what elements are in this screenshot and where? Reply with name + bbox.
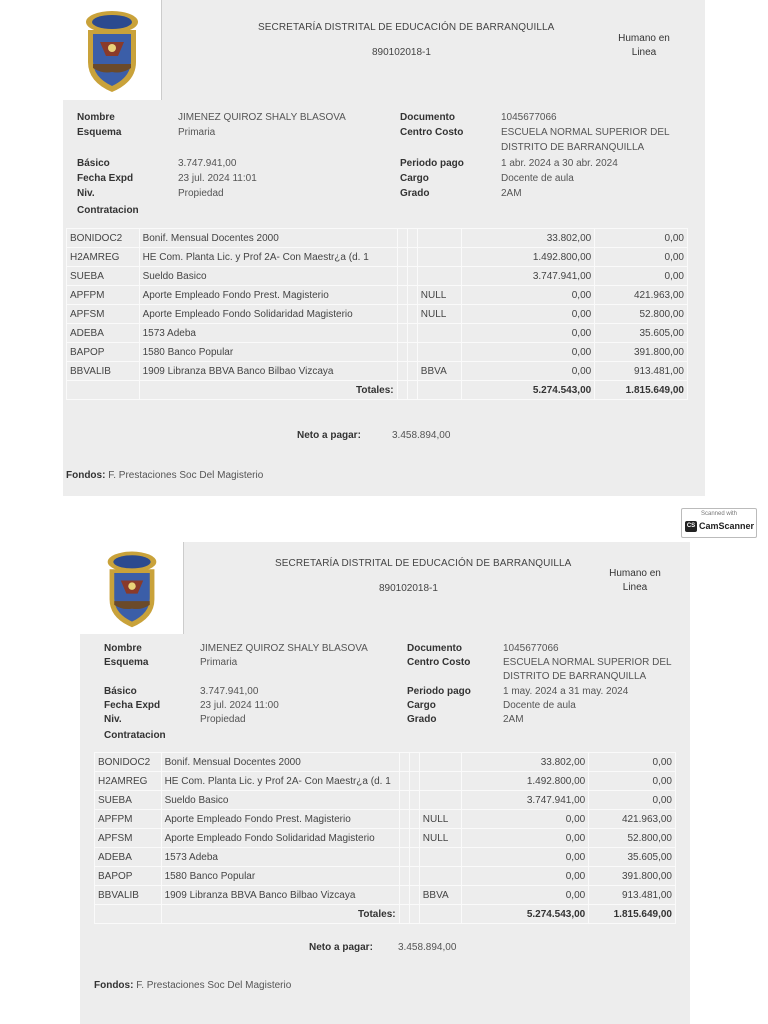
label-niv: Niv. bbox=[77, 188, 95, 199]
fund-line bbox=[94, 980, 291, 991]
net-pay-label: Neto a pagar: bbox=[297, 430, 361, 441]
camscanner-logo-icon: CS bbox=[685, 521, 697, 532]
scanner-caption: Scanned with bbox=[700, 511, 738, 517]
spacer-cell bbox=[407, 343, 417, 362]
concept-description: Sueldo Basico bbox=[161, 791, 399, 810]
value-grado: 2AM bbox=[501, 188, 522, 199]
value-basico: 3.747.941,00 bbox=[200, 686, 259, 697]
deducted-amount: 0,00 bbox=[589, 753, 676, 772]
earned-amount: 0,00 bbox=[462, 886, 589, 905]
value-esquema: Primaria bbox=[178, 127, 216, 138]
deducted-amount: 0,00 bbox=[589, 791, 676, 810]
concept-description: Aporte Empleado Fondo Solidaridad Magisterio bbox=[139, 305, 397, 324]
concept-reference: NULL bbox=[417, 305, 461, 324]
concept-code: H2AMREG bbox=[67, 248, 140, 267]
empty-cell bbox=[417, 381, 461, 400]
table-row bbox=[67, 343, 688, 362]
spacer-cell bbox=[409, 848, 419, 867]
concept-reference: NULL bbox=[419, 829, 461, 848]
value-nombre: JIMENEZ QUIROZ SHALY BLASOVA bbox=[178, 112, 346, 123]
label-nombre: Nombre bbox=[104, 643, 142, 654]
concept-code: BBVALIB bbox=[95, 886, 162, 905]
table-row bbox=[67, 305, 688, 324]
table-row bbox=[67, 324, 688, 343]
concept-description: Sueldo Basico bbox=[139, 267, 397, 286]
value-esquema: Primaria bbox=[200, 657, 238, 668]
table-row bbox=[95, 867, 676, 886]
earned-amount: 0,00 bbox=[462, 829, 589, 848]
concept-reference bbox=[417, 343, 461, 362]
concept-description: 1573 Adeba bbox=[161, 848, 399, 867]
spacer-cell bbox=[407, 305, 417, 324]
concept-reference bbox=[417, 229, 461, 248]
logo-panel bbox=[80, 542, 184, 634]
spacer-cell bbox=[399, 886, 409, 905]
label-centro-costo: Centro Costo bbox=[407, 657, 471, 668]
system-name bbox=[600, 567, 670, 595]
value-documento: 1045677066 bbox=[503, 643, 559, 654]
concept-reference bbox=[419, 791, 461, 810]
spacer-cell bbox=[409, 867, 419, 886]
label-periodo: Periodo pago bbox=[400, 158, 464, 169]
value-niv: Propiedad bbox=[178, 188, 224, 199]
concept-reference bbox=[417, 248, 461, 267]
label-esquema: Esquema bbox=[104, 657, 149, 668]
value-periodo: 1 may. 2024 a 31 may. 2024 bbox=[503, 686, 629, 697]
agency-title: SECRETARÍA DISTRITAL DE EDUCACIÓN DE BARRANQUILLA bbox=[275, 558, 572, 569]
total-earned: 5.274.543,00 bbox=[462, 905, 589, 924]
concept-code: BAPOP bbox=[95, 867, 162, 886]
table-row bbox=[95, 791, 676, 810]
concept-description: 1909 Libranza BBVA Banco Bilbao Vizcaya bbox=[161, 886, 399, 905]
label-fecha: Fecha Expd bbox=[77, 173, 134, 184]
spacer-cell bbox=[409, 829, 419, 848]
deducted-amount: 0,00 bbox=[595, 267, 688, 286]
payslip-may bbox=[80, 542, 690, 1024]
concept-description: 1909 Libranza BBVA Banco Bilbao Vizcaya bbox=[139, 362, 397, 381]
earned-amount: 0,00 bbox=[462, 305, 595, 324]
value-centro-costo-line1: ESCUELA NORMAL SUPERIOR DEL bbox=[501, 127, 670, 138]
deducted-amount: 421.963,00 bbox=[589, 810, 676, 829]
concept-description: HE Com. Planta Lic. y Prof 2A- Con Maestr¿a (d. 1 bbox=[139, 248, 397, 267]
concept-code: ADEBA bbox=[67, 324, 140, 343]
spacer-cell bbox=[407, 248, 417, 267]
label-contratacion: Contratacion bbox=[77, 205, 139, 216]
deducted-amount: 0,00 bbox=[589, 772, 676, 791]
table-row bbox=[95, 886, 676, 905]
concept-description: 1580 Banco Popular bbox=[161, 867, 399, 886]
spacer-cell bbox=[409, 753, 419, 772]
label-basico: Básico bbox=[104, 686, 137, 697]
label-nombre: Nombre bbox=[77, 112, 115, 123]
concept-reference: BBVA bbox=[419, 886, 461, 905]
deducted-amount: 0,00 bbox=[595, 229, 688, 248]
earned-amount: 1.492.800,00 bbox=[462, 248, 595, 267]
spacer-cell bbox=[399, 753, 409, 772]
concept-code: BONIDOC2 bbox=[67, 229, 140, 248]
earned-amount: 0,00 bbox=[462, 810, 589, 829]
concept-code: BONIDOC2 bbox=[95, 753, 162, 772]
empty-cell bbox=[67, 381, 140, 400]
earned-amount: 3.747.941,00 bbox=[462, 267, 595, 286]
spacer-cell bbox=[409, 886, 419, 905]
table-row bbox=[95, 772, 676, 791]
deducted-amount: 913.481,00 bbox=[589, 886, 676, 905]
label-basico: Básico bbox=[77, 158, 110, 169]
empty-cell bbox=[95, 905, 162, 924]
label-documento: Documento bbox=[400, 112, 455, 123]
spacer-cell bbox=[407, 267, 417, 286]
table-row bbox=[67, 248, 688, 267]
concept-description: HE Com. Planta Lic. y Prof 2A- Con Maestr¿a (d. 1 bbox=[161, 772, 399, 791]
earned-amount: 33.802,00 bbox=[462, 753, 589, 772]
totals-label: Totales: bbox=[139, 381, 397, 400]
earned-amount: 1.492.800,00 bbox=[462, 772, 589, 791]
spacer-cell bbox=[397, 305, 407, 324]
spacer-cell bbox=[399, 829, 409, 848]
concept-description: 1580 Banco Popular bbox=[139, 343, 397, 362]
concepts-table bbox=[66, 228, 688, 400]
label-grado: Grado bbox=[407, 714, 437, 725]
earned-amount: 3.747.941,00 bbox=[462, 791, 589, 810]
empty-cell bbox=[399, 905, 409, 924]
spacer-cell bbox=[397, 343, 407, 362]
spacer-cell bbox=[409, 772, 419, 791]
concept-code: APFPM bbox=[67, 286, 140, 305]
empty-cell bbox=[419, 905, 461, 924]
fund-label: Fondos: bbox=[94, 980, 134, 991]
empty-cell bbox=[397, 381, 407, 400]
table-row bbox=[95, 829, 676, 848]
label-periodo: Periodo pago bbox=[407, 686, 471, 697]
coat-of-arms-logo bbox=[80, 4, 144, 96]
deducted-amount: 913.481,00 bbox=[595, 362, 688, 381]
value-centro-costo-line1: ESCUELA NORMAL SUPERIOR DEL bbox=[503, 657, 672, 668]
concept-description: 1573 Adeba bbox=[139, 324, 397, 343]
fund-value: F. Prestaciones Soc Del Magisterio bbox=[136, 980, 292, 991]
system-name bbox=[609, 32, 679, 60]
system-name-line1: Humano en bbox=[618, 33, 670, 44]
concept-description: Aporte Empleado Fondo Prest. Magisterio bbox=[161, 810, 399, 829]
table-row bbox=[95, 810, 676, 829]
camscanner-watermark bbox=[681, 508, 757, 538]
concept-code: SUEBA bbox=[95, 791, 162, 810]
spacer-cell bbox=[399, 791, 409, 810]
totals-label: Totales: bbox=[161, 905, 399, 924]
concept-reference bbox=[417, 324, 461, 343]
spacer-cell bbox=[397, 248, 407, 267]
value-niv: Propiedad bbox=[200, 714, 246, 725]
label-grado: Grado bbox=[400, 188, 430, 199]
earned-amount: 33.802,00 bbox=[462, 229, 595, 248]
concept-reference bbox=[419, 753, 461, 772]
concept-code: APFSM bbox=[67, 305, 140, 324]
concept-code: H2AMREG bbox=[95, 772, 162, 791]
concept-reference: NULL bbox=[419, 810, 461, 829]
concept-code: BAPOP bbox=[67, 343, 140, 362]
value-centro-costo-line2: DISTRITO DE BARRANQUILLA bbox=[501, 142, 645, 153]
system-name-line2: Linea bbox=[622, 582, 648, 593]
label-contratacion: Contratacion bbox=[104, 730, 166, 741]
net-pay-value: 3.458.894,00 bbox=[398, 942, 457, 953]
spacer-cell bbox=[399, 848, 409, 867]
concept-reference bbox=[417, 267, 461, 286]
totals-row bbox=[95, 905, 676, 924]
total-earned: 5.274.543,00 bbox=[462, 381, 595, 400]
empty-cell bbox=[409, 905, 419, 924]
spacer-cell bbox=[397, 324, 407, 343]
deducted-amount: 52.800,00 bbox=[589, 829, 676, 848]
concept-reference bbox=[419, 867, 461, 886]
spacer-cell bbox=[397, 267, 407, 286]
tax-id: 890102018-1 bbox=[372, 47, 431, 58]
label-centro-costo: Centro Costo bbox=[400, 127, 464, 138]
spacer-cell bbox=[399, 810, 409, 829]
value-fecha: 23 jul. 2024 11:01 bbox=[178, 173, 257, 184]
spacer-cell bbox=[397, 229, 407, 248]
earned-amount: 0,00 bbox=[462, 286, 595, 305]
concept-description: Aporte Empleado Fondo Solidaridad Magisterio bbox=[161, 829, 399, 848]
concept-description: Bonif. Mensual Docentes 2000 bbox=[161, 753, 399, 772]
spacer-cell bbox=[409, 791, 419, 810]
concept-code: APFPM bbox=[95, 810, 162, 829]
table-row bbox=[67, 229, 688, 248]
label-cargo: Cargo bbox=[400, 173, 429, 184]
earned-amount: 0,00 bbox=[462, 867, 589, 886]
table-row bbox=[95, 848, 676, 867]
spacer-cell bbox=[397, 286, 407, 305]
earned-amount: 0,00 bbox=[462, 848, 589, 867]
deducted-amount: 421.963,00 bbox=[595, 286, 688, 305]
agency-title: SECRETARÍA DISTRITAL DE EDUCACIÓN DE BARRANQUILLA bbox=[258, 22, 555, 33]
label-esquema: Esquema bbox=[77, 127, 122, 138]
earned-amount: 0,00 bbox=[462, 324, 595, 343]
net-pay-label: Neto a pagar: bbox=[309, 942, 373, 953]
value-nombre: JIMENEZ QUIROZ SHALY BLASOVA bbox=[200, 643, 368, 654]
value-centro-costo-line2: DISTRITO DE BARRANQUILLA bbox=[503, 671, 647, 682]
concept-code: ADEBA bbox=[95, 848, 162, 867]
concept-reference bbox=[419, 772, 461, 791]
net-pay-value: 3.458.894,00 bbox=[392, 430, 451, 441]
concept-reference: BBVA bbox=[417, 362, 461, 381]
label-fecha: Fecha Expd bbox=[104, 700, 161, 711]
spacer-cell bbox=[409, 810, 419, 829]
deducted-amount: 0,00 bbox=[595, 248, 688, 267]
value-cargo: Docente de aula bbox=[501, 173, 574, 184]
table-row bbox=[67, 286, 688, 305]
label-documento: Documento bbox=[407, 643, 462, 654]
spacer-cell bbox=[399, 867, 409, 886]
value-periodo: 1 abr. 2024 a 30 abr. 2024 bbox=[501, 158, 618, 169]
system-name-line1: Humano en bbox=[609, 568, 661, 579]
spacer-cell bbox=[407, 324, 417, 343]
table-row bbox=[67, 362, 688, 381]
earned-amount: 0,00 bbox=[462, 343, 595, 362]
payslip-april bbox=[63, 0, 705, 496]
spacer-cell bbox=[397, 362, 407, 381]
spacer-cell bbox=[407, 362, 417, 381]
totals-row bbox=[67, 381, 688, 400]
total-deducted: 1.815.649,00 bbox=[589, 905, 676, 924]
fund-label: Fondos: bbox=[66, 470, 106, 481]
label-niv: Niv. bbox=[104, 714, 122, 725]
deducted-amount: 52.800,00 bbox=[595, 305, 688, 324]
value-fecha: 23 jul. 2024 11:00 bbox=[200, 700, 279, 711]
value-documento: 1045677066 bbox=[501, 112, 557, 123]
concept-description: Bonif. Mensual Docentes 2000 bbox=[139, 229, 397, 248]
spacer-cell bbox=[407, 229, 417, 248]
spacer-cell bbox=[407, 286, 417, 305]
concept-code: SUEBA bbox=[67, 267, 140, 286]
value-grado: 2AM bbox=[503, 714, 524, 725]
deducted-amount: 35.605,00 bbox=[589, 848, 676, 867]
tax-id: 890102018-1 bbox=[379, 583, 438, 594]
label-cargo: Cargo bbox=[407, 700, 436, 711]
scanner-brand: CamScanner bbox=[699, 521, 755, 531]
logo-panel bbox=[63, 0, 162, 100]
fund-value: F. Prestaciones Soc Del Magisterio bbox=[108, 470, 264, 481]
table-row bbox=[67, 267, 688, 286]
concept-code: BBVALIB bbox=[67, 362, 140, 381]
deducted-amount: 391.800,00 bbox=[589, 867, 676, 886]
concept-reference: NULL bbox=[417, 286, 461, 305]
spacer-cell bbox=[399, 772, 409, 791]
value-basico: 3.747.941,00 bbox=[178, 158, 237, 169]
earned-amount: 0,00 bbox=[462, 362, 595, 381]
table-row bbox=[95, 753, 676, 772]
value-cargo: Docente de aula bbox=[503, 700, 576, 711]
deducted-amount: 391.800,00 bbox=[595, 343, 688, 362]
concept-description: Aporte Empleado Fondo Prest. Magisterio bbox=[139, 286, 397, 305]
concept-code: APFSM bbox=[95, 829, 162, 848]
deducted-amount: 35.605,00 bbox=[595, 324, 688, 343]
concepts-table bbox=[94, 752, 676, 924]
fund-line bbox=[66, 470, 263, 481]
concept-reference bbox=[419, 848, 461, 867]
coat-of-arms-logo bbox=[101, 545, 163, 631]
empty-cell bbox=[407, 381, 417, 400]
system-name-line2: Linea bbox=[631, 47, 657, 58]
total-deducted: 1.815.649,00 bbox=[595, 381, 688, 400]
